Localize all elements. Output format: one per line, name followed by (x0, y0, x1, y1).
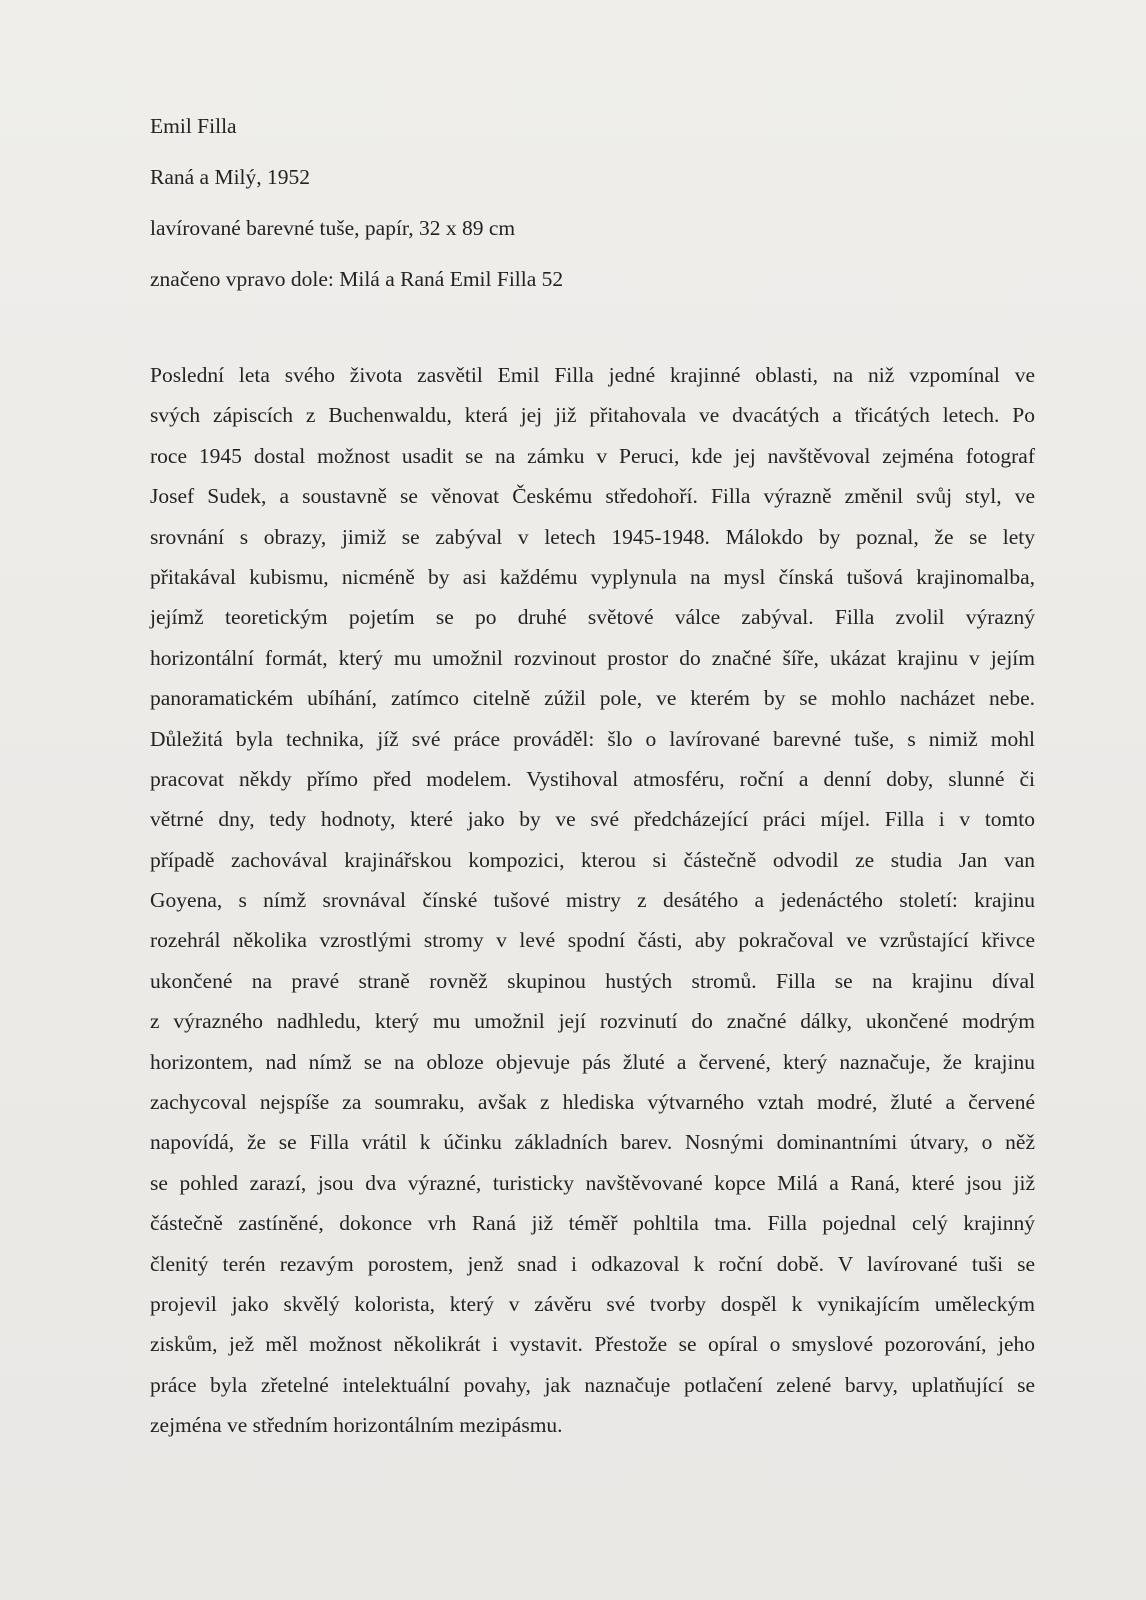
paragraph-line: z výrazného nadhledu, který mu umožnil její rozvinutí do značné dálky, ukončené modrým (150, 1009, 1035, 1034)
paragraph-line: jejímž teoretickým pojetím se po druhé světové válce zabýval. Filla zvolil výrazný (150, 605, 1035, 630)
artwork-signature-note: značeno vpravo dole: Milá a Raná Emil Filla 52 (150, 267, 564, 291)
paragraph-line: Goyena, s nímž srovnával čínské tušové mistry z desátého a jedenáctého století: krajinu (150, 888, 1035, 913)
paragraph-line: svých zápiscích z Buchenwaldu, která jej již přitahovala ve dvacátých a třicátých letech. Po (150, 403, 1035, 428)
paragraph-line: pracovat někdy přímo před modelem. Vystihoval atmosféru, roční a denní doby, slunné či (150, 766, 1035, 791)
artwork-title-year: Raná a Milý, 1952 (150, 165, 311, 189)
paragraph-line: přitakával kubismu, nicméně by asi každému vyplynula na mysl čínská tušová krajinomalba, (150, 564, 1035, 589)
paragraph-line-last: zejména ve středním horizontálním mezipásmu. (150, 1413, 563, 1438)
paragraph-line: částečně zastíněné, dokonce vrh Raná již téměř pohltila tma. Filla pojednal celý krajinný (150, 1211, 1035, 1236)
paragraph-line: projevil jako skvělý kolorista, který v závěru své tvorby dospěl k vynikajícím uměleckým (150, 1291, 1035, 1316)
paragraph-line: panoramatickém ubíhání, zatímco citelně zúžil pole, ve kterém by se mohlo nacházet nebe. (150, 686, 1035, 711)
paragraph-line: horizontem, nad nímž se na obloze objevuje pás žluté a červené, který naznačuje, že krajinu (150, 1049, 1035, 1074)
paragraph-line: zachycoval nejspíše za soumraku, avšak z hlediska výtvarného vztah modré, žluté a červené (150, 1090, 1035, 1115)
paragraph-line: případě zachovával krajinářskou kompozici, kterou si částečně odvodil ze studia Jan van (150, 847, 1035, 872)
paragraph-line: Důležitá byla technika, jíž své práce prováděl: šlo o lavírované barevné tuše, s nimiž mohl (150, 726, 1035, 751)
artwork-medium-dimensions: lavírované barevné tuše, papír, 32 x 89 cm (150, 216, 516, 240)
paragraph-line: Poslední leta svého života zasvětil Emil Filla jedné krajinné oblasti, na niž vzpomínal ve (150, 363, 1035, 387)
paragraph-line: se pohled zarazí, jsou dva výrazné, turisticky navštěvované kopce Milá a Raná, které jsou již (150, 1170, 1035, 1195)
description-paragraph (150, 365, 1035, 1456)
paragraph-line: horizontální formát, který mu umožnil rozvinout prostor do značné šíře, ukázat krajinu v jejím (150, 645, 1035, 670)
paragraph-line: ukončené na pravé straně rovněž skupinou hustých stromů. Filla se na krajinu díval (150, 968, 1035, 993)
paragraph-line: rozehrál několika vzrostlými stromy v levé spodní části, aby pokračoval ve vzrůstající křivce (150, 928, 1035, 953)
paragraph-line: ziskům, jež měl možnost několikrát i vystavit. Přestože se opíral o smyslové pozorování, jeho (150, 1332, 1035, 1357)
paragraph-line: napovídá, že se Filla vrátil k účinku základních barev. Nosnými dominantními útvary, o něž (150, 1130, 1035, 1155)
paragraph-line: roce 1945 dostal možnost usadit se na zámku v Peruci, kde jej navštěvoval zejména fotograf (150, 443, 1035, 468)
paragraph-line: srovnání s obrazy, jimiž se zabýval v letech 1945-1948. Málokdo by poznal, že se lety (150, 524, 1035, 549)
artist-name: Emil Filla (150, 114, 237, 138)
paragraph-line: členitý terén rezavým porostem, jenž snad i odkazoval k roční době. V lavírované tuši se (150, 1251, 1035, 1276)
paragraph-line: větrné dny, tedy hodnoty, které jako by ve své předcházející práci míjel. Filla i v tomto (150, 807, 1035, 832)
paragraph-line: Josef Sudek, a soustavně se věnovat Českému středohoří. Filla výrazně změnil svůj styl, ve (150, 484, 1035, 509)
paragraph-line: práce byla zřetelné intelektuální povahy, jak naznačuje potlačení zelené barvy, uplatňující se (150, 1372, 1035, 1397)
